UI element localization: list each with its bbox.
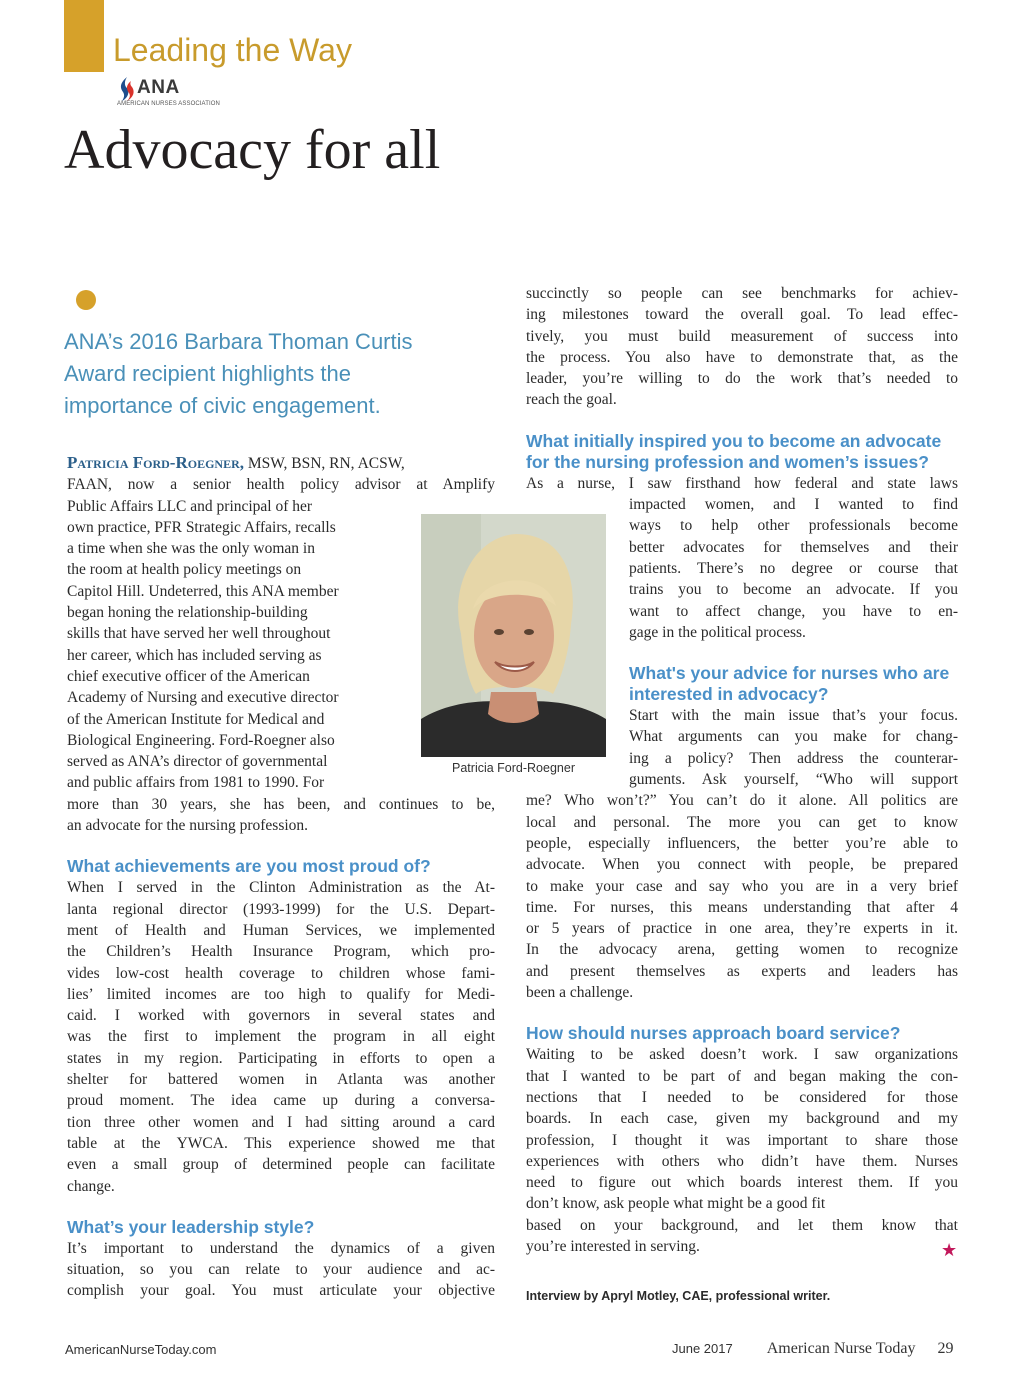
answer-line: or 5 years of practice in one area, they’re experts in it.	[526, 920, 958, 938]
article-title: Advocacy for all	[64, 119, 441, 181]
answer-line: tively, you must build measurement of success into	[526, 327, 958, 345]
answer-line: lies’ limited incomes are too high to qualify for Medi-	[67, 985, 495, 1003]
answer-line: lanta regional director (1993-1999) for the U.S. Depart-	[67, 900, 495, 918]
answer-line: that I wanted to be part of and began making the con-	[526, 1067, 958, 1085]
answer-line: time. For nurses, this means understanding that after 4	[526, 898, 958, 916]
logo-subtext: AMERICAN NURSES ASSOCIATION	[117, 101, 220, 107]
answer-line: ing milestones toward the overall goal. To lead effec-	[526, 306, 958, 324]
answer-line: caid. I worked with governors in several states and	[67, 1007, 495, 1025]
answer-line: In the advocacy arena, getting women to recognize	[526, 941, 958, 959]
answer-line: profession, I thought it was important to share those	[526, 1131, 958, 1149]
ana-logo	[117, 76, 267, 110]
ana-flame-icon	[117, 76, 135, 102]
answer-line: trains you to become an advocate. If you	[629, 581, 958, 599]
answer-line: boards. In each case, given my background and my	[526, 1110, 958, 1128]
deck-line: Award recipient highlights the	[64, 361, 351, 386]
answer-line: reach the goal.	[526, 391, 617, 409]
footer-date: June 2017	[672, 1341, 733, 1356]
answer-line: states in my region. Participating in efforts to open a	[67, 1049, 495, 1067]
answer-line: What arguments can you make for chang-	[629, 728, 958, 746]
deck-line: ANA’s 2016 Barbara Thoman Curtis	[64, 329, 413, 354]
answer-line: vides low-cost health coverage to children whose fami-	[67, 964, 495, 982]
answer-line: complish your goal. You must articulate your objective	[67, 1282, 495, 1300]
answer-line: leader, you’re willing to do the work that’s needed to	[526, 370, 958, 388]
intro-line: own practice, PFR Strategic Affairs, recalls	[67, 518, 336, 536]
answer-line: the process. You also have to demonstrate that, as the	[526, 348, 958, 366]
intro-first-line: Patricia Ford-Roegner, MSW, BSN, RN, ACSW,	[67, 453, 405, 472]
answer-line: situation, so you can relate to your audience and ac-	[67, 1261, 495, 1279]
answer-line: tion three other women and I had sitting around a card	[67, 1113, 495, 1131]
question-heading: interested in advocacy?	[629, 684, 829, 705]
question-heading: What achievements are you most proud of?	[67, 856, 431, 877]
answer-line: don’t know, ask people what might be a good fit	[526, 1195, 826, 1213]
intro-line: Academy of Nursing and executive director	[67, 689, 339, 707]
answer-line: proud moment. The idea came up during a conversa-	[67, 1092, 495, 1110]
answer-line: impacted women, and I wanted to find	[629, 496, 958, 514]
question-heading: for the nursing profession and women’s issues?	[526, 451, 929, 472]
footer-info	[672, 1340, 954, 1358]
intro-line: and public affairs from 1981 to 1990. For	[67, 774, 325, 792]
intro-line: an advocate for the nursing profession.	[67, 817, 309, 835]
page-number: 29	[937, 1340, 954, 1357]
column-label: Leading the Way	[113, 32, 352, 68]
question-heading: What’s your leadership style?	[67, 1216, 315, 1237]
answer-line: ment of Health and Human Services, we implemented	[67, 921, 495, 939]
answer-line: better advocates for themselves and their	[629, 538, 958, 556]
deck	[64, 326, 484, 422]
answer-line: Start with the main issue that’s your focus.	[629, 707, 958, 725]
question-heading: What initially inspired you to become an advocate	[526, 430, 942, 451]
logo-wordmark: ANA	[137, 77, 180, 98]
answer-line: ways to help other professionals become	[629, 517, 958, 535]
answer-line: When I served in the Clinton Administration as the At-	[67, 879, 495, 897]
answer-line: based on your background, and let them know that	[526, 1216, 958, 1234]
answer-line: you’re interested in serving.	[526, 1237, 700, 1255]
answer-line: change.	[67, 1177, 115, 1195]
interviewee-name: Patricia Ford-Roegner,	[67, 453, 244, 472]
answer-line: It’s important to understand the dynamics of a given	[67, 1239, 495, 1257]
footer-website: AmericanNurseToday.com	[65, 1342, 217, 1357]
answer-line: gage in the political process.	[629, 623, 806, 641]
answer-line: guments. Ask yourself, “Who will support	[629, 771, 958, 789]
answer-line: nections that I needed to be considered for those	[526, 1088, 958, 1106]
answer-line: local and personal. The more you can get to know	[526, 813, 958, 831]
intro-line: the room at health policy meetings on	[67, 561, 302, 579]
answer-line: me? Who won’t?” You can’t do it alone. All politics are	[526, 792, 958, 810]
answer-line: advocate. When you connect with people, be prepared	[526, 856, 958, 874]
gold-dot	[76, 290, 96, 310]
answer-line: even a small group of determined people can facilitate	[67, 1156, 495, 1174]
intro-line: of the American Institute for Medical and	[67, 710, 325, 728]
intro-line: FAAN, now a senior health policy advisor at Amplify	[67, 476, 495, 494]
intro-line: Public Affairs LLC and principal of her	[67, 497, 313, 515]
answer-line: As a nurse, I saw firsthand how federal and state laws	[526, 474, 958, 492]
intro-line: Biological Engineering. Ford-Roegner also	[67, 731, 335, 749]
end-star-icon: ★	[941, 1240, 958, 1261]
answer-line: succinctly so people can see benchmarks for achiev-	[526, 285, 958, 302]
intro-line: a time when she was the only woman in	[67, 540, 315, 558]
intro-line: her career, which has included serving as	[67, 646, 322, 664]
answer-line: experiences with others who didn’t have them. Nurses	[526, 1152, 958, 1170]
answer-line: to make your case and say who you are in a very brief	[526, 877, 958, 895]
photo-caption: Patricia Ford-Roegner	[452, 761, 575, 775]
answer-line: people, especially influencers, the better you’re able to	[526, 834, 958, 852]
intro-line: served as ANA’s director of governmental	[67, 753, 328, 771]
intro-line: skills that have served her well throughout	[67, 625, 331, 643]
footer-magazine: American Nurse Today	[766, 1340, 916, 1357]
answer-line: table at the YWCA. This experience showed me that	[67, 1134, 495, 1152]
answer-line: need to figure out which boards interest them. If you	[526, 1174, 958, 1192]
right-column	[526, 283, 958, 1257]
intro-line: began honing the relationship-building	[67, 604, 308, 622]
intro-line: more than 30 years, she has been, and continues to be,	[67, 795, 495, 813]
answer-line: and present themselves as experts and leaders has	[526, 962, 958, 980]
interview-credit: Interview by Apryl Motley, CAE, professional writer.	[526, 1289, 831, 1303]
answer-line: Waiting to be asked doesn’t work. I saw organizations	[526, 1046, 958, 1064]
intro-line: chief executive officer of the American	[67, 667, 310, 685]
accent-bar	[64, 0, 104, 72]
answer-line: was the first to implement the program in all eight	[67, 1028, 495, 1046]
answer-line: been a challenge.	[526, 984, 634, 1002]
answer-line: shelter for battered women in Atlanta was another	[67, 1071, 495, 1089]
deck-line: importance of civic engagement.	[64, 393, 381, 418]
question-heading: How should nurses approach board service?	[526, 1023, 901, 1044]
answer-line: the Children’s Health Insurance Program, which pro-	[67, 943, 495, 961]
answer-line: want to affect change, you have to en-	[629, 602, 958, 620]
question-heading: What's your advice for nurses who are	[629, 663, 950, 684]
answer-line: patients. There’s no degree or course that	[629, 559, 958, 577]
answer-line: ing a policy? Then address the counterar-	[629, 749, 958, 767]
intro-line: Capitol Hill. Undeterred, this ANA member	[67, 582, 339, 600]
